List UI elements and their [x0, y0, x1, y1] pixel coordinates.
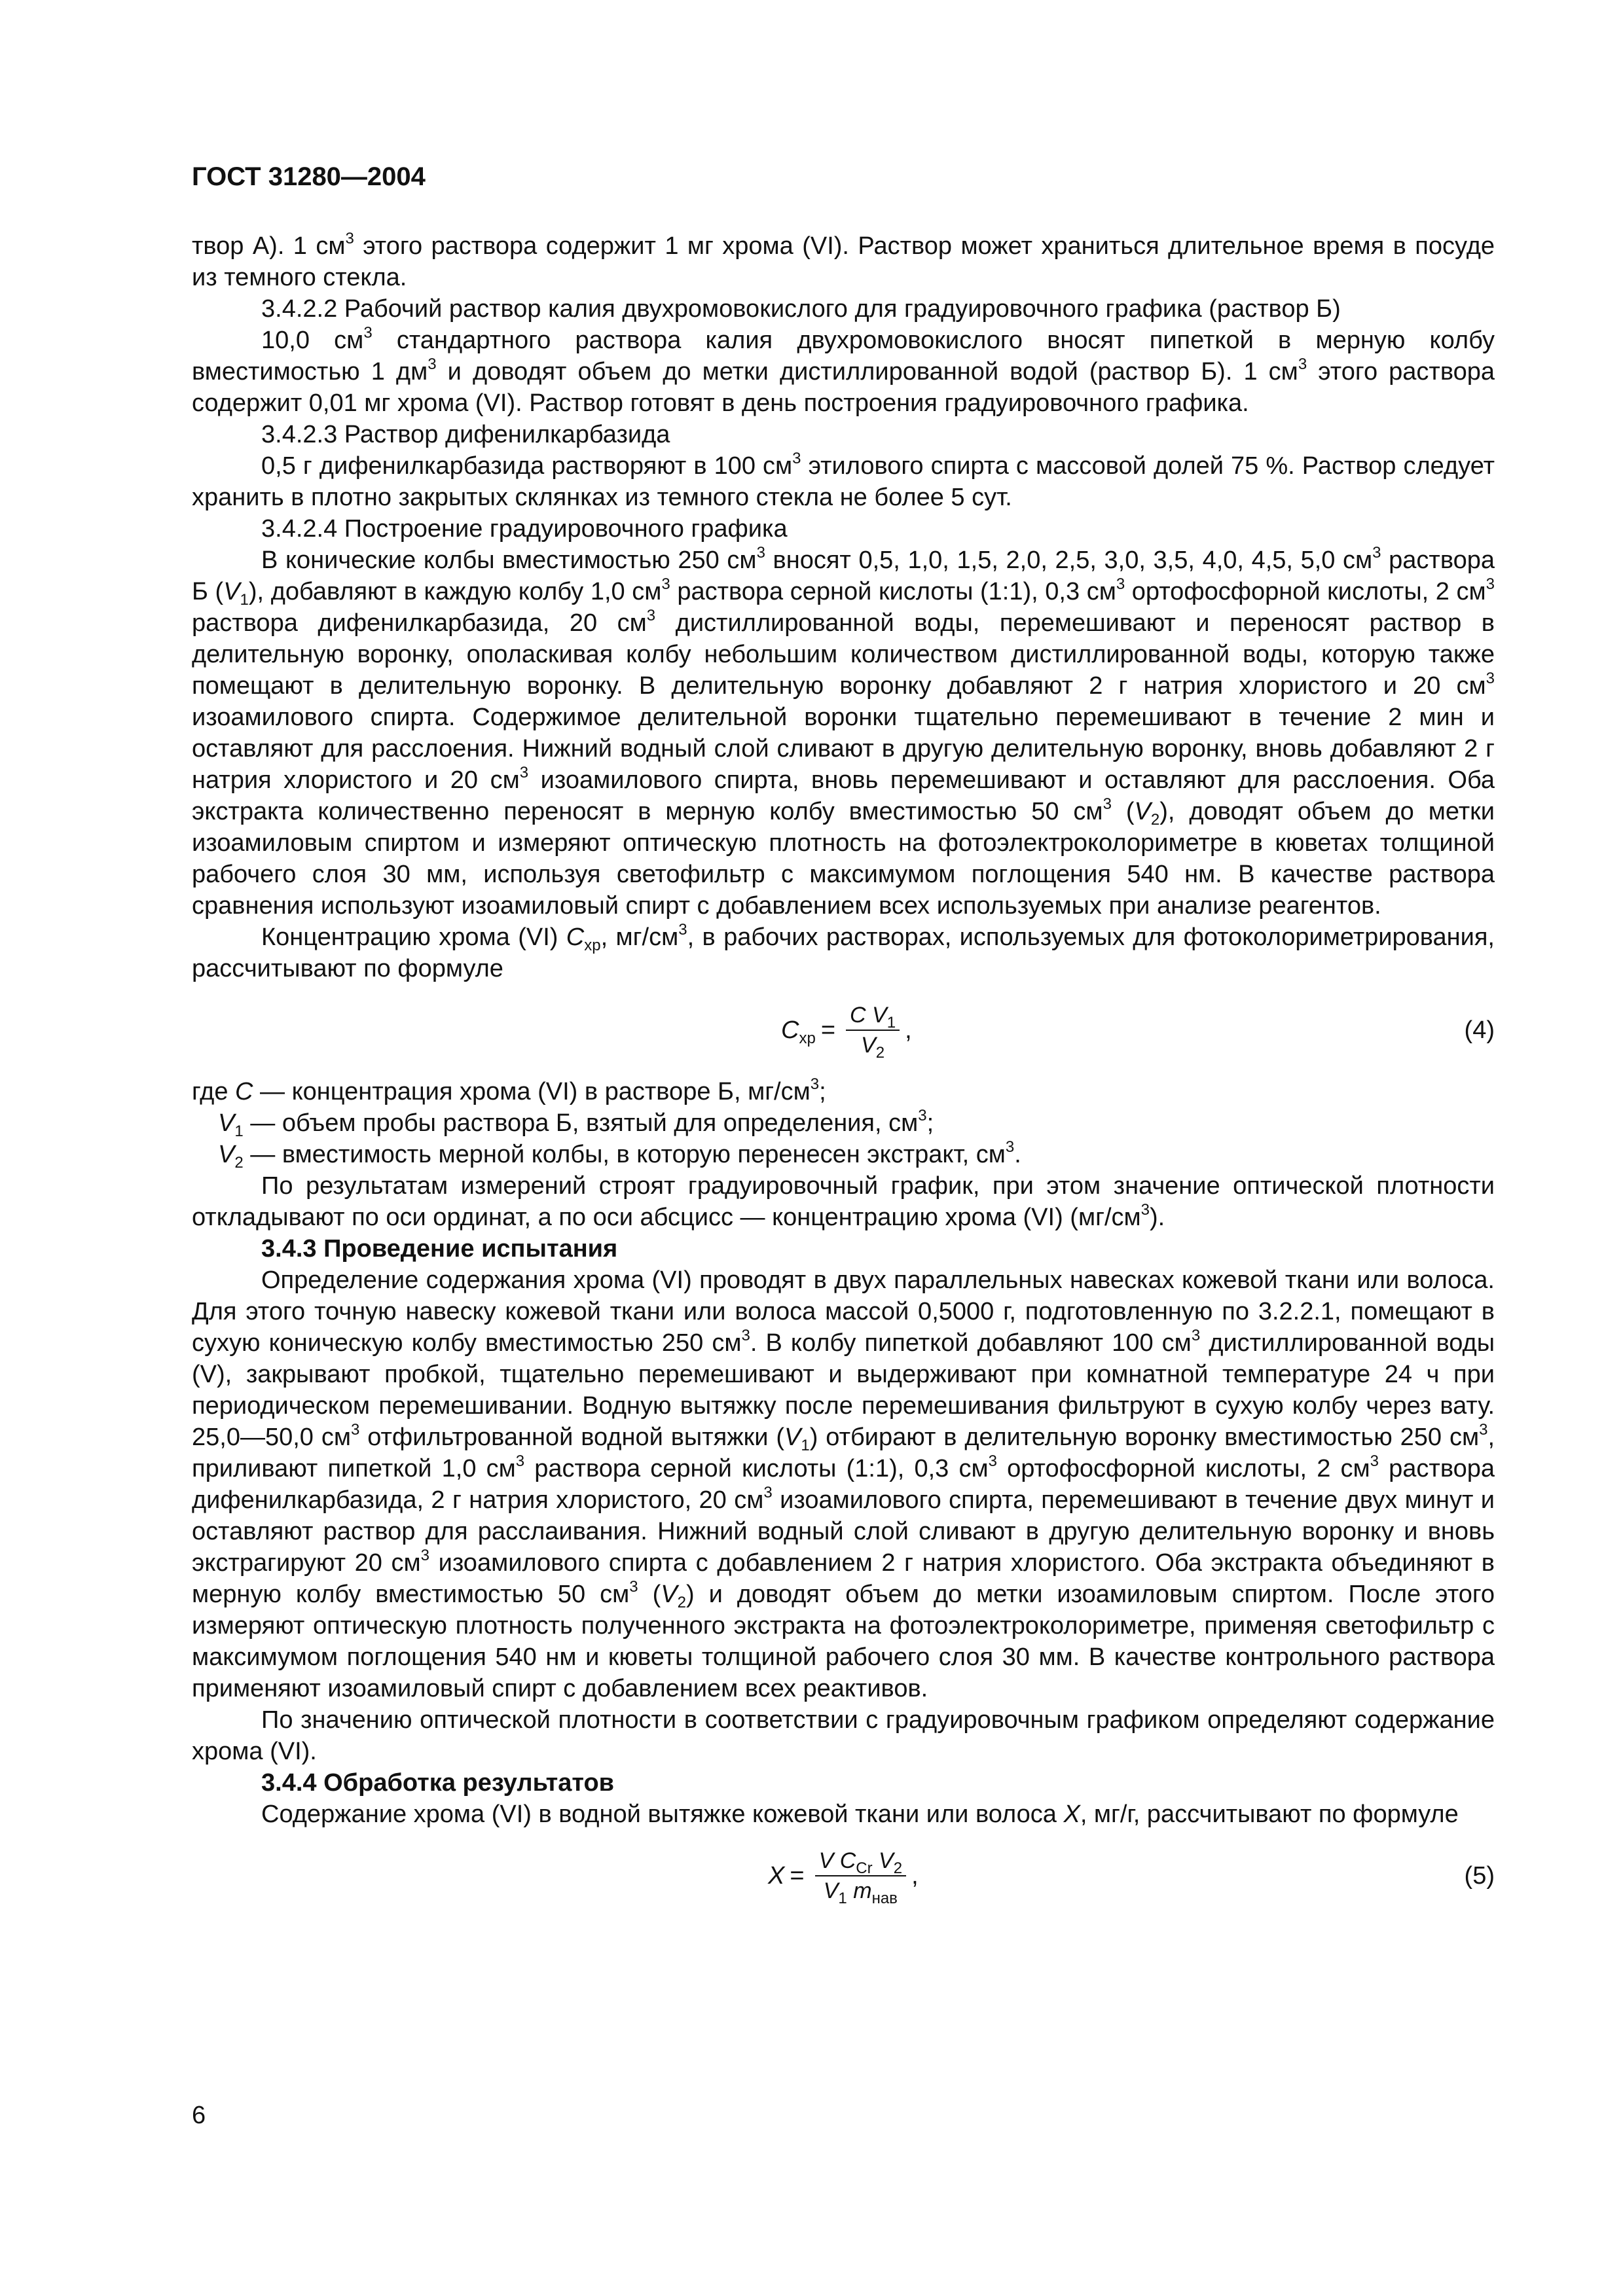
formula-4-legend: [192, 1076, 1495, 1170]
paragraph: По результатам измерений строят градуировочный график, при этом значение оптической плотности откладывают по оси ординат, а по оси абсцисс — концентрацию хрома (VI) $(мг/см^3)$.: [192, 1172, 1495, 1231]
formula-4: $C_{хр}$ = $\frac{C V_1}{V_2}$ ,: [781, 1003, 912, 1062]
formula-4-row: [192, 991, 1495, 1069]
legend-item: где C — концентрация хрома (VI) в растворе Б, $мг/см^3$;: [192, 1075, 826, 1105]
page-number: 6: [192, 2102, 206, 2129]
document-body: [192, 230, 1495, 1922]
paragraph: По значению оптической плотности в соответствии с градуировочным графиком определяют содержание хрома (VI).: [192, 1706, 1495, 1765]
legend-item: $V_1$ — объем пробы раствора Б, взятый для определения, $см^3$;: [218, 1107, 934, 1140]
section-heading-3-4-2-4: 3.4.2.4 Построение градуировочного графика: [261, 515, 788, 543]
section-heading-3-4-4: 3.4.4 Обработка результатов: [261, 1769, 615, 1797]
paragraph: Содержание хрома (VI) в водной вытяжке кожевой ткани или волоса X, мг/г, рассчитывают по формуле: [261, 1801, 1459, 1828]
section-heading-3-4-2-2: 3.4.2.2 Рабочий раствор калия двухромовокислого для градуировочного графика (раствор Б): [261, 295, 1341, 323]
paragraph: твор А). 1 $см^3$ этого раствора содержит 1 мг хрома (VI). Раствор может храниться длительное время в посуде из темного стекла.: [192, 230, 1495, 291]
formula-5-row: [192, 1837, 1495, 1915]
paragraph: Определение содержания хрома (VI) проводят в двух параллельных навесках кожевой ткани или волоса. Для этого точную навеску кожевой ткани или волоса массой 0,5000 г, подготовленную по 3.2.2.1, помещают в сухую коническую колбу вместимостью 250 $см^3$. В колбу пипеткой добавляют 100 $см^3$ дистиллированной воды (V), закрывают пробкой, тщательно перемешивают и выдерживают при комнатной температуре 24 ч при периодическом перемешивании. Водную вытяжку после перемешивания фильтруют в сухую колбу через вату. 25,0—50,0 $см^3$ отфильтрованной водной вытяжки $(V_1)$ отбирают в делительную воронку вместимостью 250 $см^3$, приливают пипеткой 1,0 $см^3$ раствора серной кислоты (1:1), 0,3 $см^3$ ортофосфорной кислоты, 2 $см^3$ раствора дифенилкарбазида, 2 г натрия хлористого, 20 $см^3$ изоамилового спирта, перемешивают в течение двух минут и оставляют раствор для расслаивания. Нижний водный слой сливают в другую делительную воронку и вновь экстрагируют 20 $см^3$ изоамилового спирта с добавлением 2 г натрия хлористого. Оба экстракта объединяют в мерную колбу вместимостью 50 $см^3$ $(V_2)$ и доводят объем до метки изоамиловым спиртом. После этого измеряют оптическую плотность полученного экстракта на фотоэлектроколориметре, применяя светофильтр с максимумом поглощения 540 нм и кюветы толщиной рабочего слоя 30 мм. В качестве контрольного раствора применяют изоамиловый спирт с добавлением всех реактивов.: [192, 1266, 1495, 1702]
paragraph: В конические колбы вместимостью 250 $см^3$ вносят 0,5, 1,0, 1,5, 2,0, 2,5, 3,0, 3,5, 4,0, 4,5, 5,0 $см^3$ раствора Б $(V_1)$, добавляют в каждую колбу 1,0 $см^3$ раствора серной кислоты (1:1), 0,3 $см^3$ ортофосфорной кислоты, 2 $см^3$ раствора дифенилкарбазида, 20 $см^3$ дистиллированной воды, перемешивают и переносят раствор в делительную воронку, ополаскивая колбу небольшим количеством дистиллированной воды, которую также помещают в делительную воронку. В делительную воронку добавляют 2 г натрия хлористого и 20 $см^3$ изоамилового спирта. Содержимое делительной воронки тщательно перемешивают в течение 2 мин и оставляют для расслоения. Нижний водный слой сливают в другую делительную воронку, вновь добавляют 2 г натрия хлористого и 20 $см^3$ изоамилового спирта, вновь перемешивают и оставляют для расслоения. Оба экстракта количественно переносят в мерную колбу вместимостью 50 $см^3$ $(V_2)$, доводят объем до метки изоамиловым спиртом и измеряют оптическую плотность на фотоэлектроколориметре в кюветах толщиной рабочего слоя 30 мм, используя светофильтр с максимумом поглощения 540 нм. В качестве раствора сравнения используют изоамиловый спирт с добавлением всех используемых при анализе реагентов.: [192, 544, 1495, 920]
document-header: ГОСТ 31280—2004: [192, 162, 426, 191]
equation-number-5: (5): [1464, 1862, 1495, 1890]
formula-5: X = $\frac{V C_{Cr} V_2}{V_1 m_{нав}}$ ,: [768, 1848, 919, 1907]
section-heading-3-4-3: 3.4.3 Проведение испытания: [261, 1235, 618, 1263]
paragraph: 10,0 $см^3$ стандартного раствора калия двухромовокислого вносят пипеткой в мерную колбу вместимостью 1 $дм^3$ и доводят объем до метки дистиллированной водой (раствор Б). 1 $см^3$ этого раствора содержит 0,01 мг хрома (VI). Раствор готовят в день построения градуировочного графика.: [192, 324, 1495, 417]
paragraph: Концентрацию хрома (VI) $C_{хр}$, $мг/см^3$, в рабочих растворах, используемых для фотоколориметрирования, рассчитывают по формуле: [192, 921, 1495, 982]
equation-number-4: (4): [1464, 1016, 1495, 1044]
section-heading-3-4-2-3: 3.4.2.3 Раствор дифенилкарбазида: [261, 421, 670, 448]
legend-item: $V_2$ — вместимость мерной колбы, в которую перенесен экстракт, $см^3$.: [218, 1138, 1021, 1172]
paragraph: 0,5 г дифенилкарбазида растворяют в 100 $см^3$ этилового спирта с массовой долей 75 %. Раствор следует хранить в плотно закрытых склянках из темного стекла не более 5 сут.: [192, 450, 1495, 511]
